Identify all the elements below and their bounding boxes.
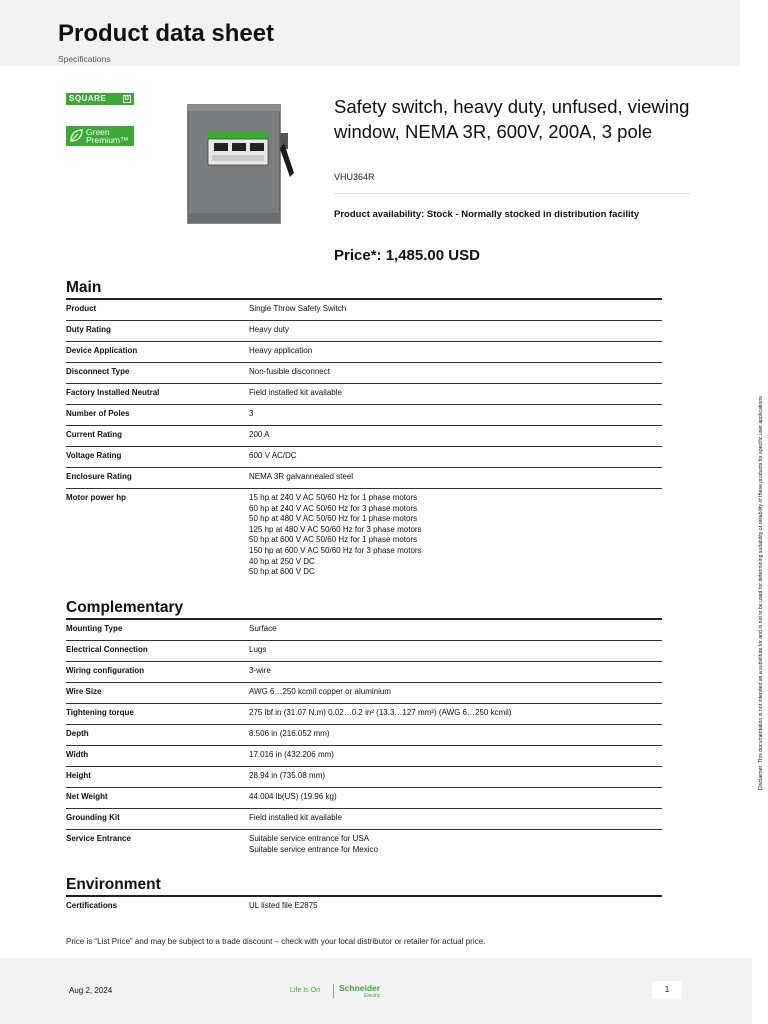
green-premium-logo xyxy=(66,126,134,146)
spec-value xyxy=(249,834,662,860)
life-is-on-tagline: Life Is On xyxy=(290,987,320,994)
leaf-icon xyxy=(70,129,83,142)
spec-value-line: Heavy duty xyxy=(249,325,290,334)
spec-value xyxy=(249,367,662,383)
table-row xyxy=(66,809,662,830)
divider xyxy=(334,193,690,194)
spec-label: Depth xyxy=(66,729,89,738)
document-title: Product data sheet xyxy=(58,20,275,47)
spec-label: Wire Size xyxy=(66,687,102,696)
spec-value xyxy=(249,325,662,341)
spec-label: Electrical Connection xyxy=(66,645,148,654)
table-row xyxy=(66,704,662,725)
spec-value-line: 40 hp at 250 V DC xyxy=(249,556,315,566)
spec-value-line: NEMA 3R galvannealed steel xyxy=(249,472,354,481)
spec-label: Mounting Type xyxy=(66,624,123,633)
spec-value-line: 200 A xyxy=(249,430,270,439)
page-footer xyxy=(0,958,752,1024)
spec-value-line: UL listed file E2875 xyxy=(249,901,318,910)
spec-label: Tightening torque xyxy=(66,708,134,717)
green-premium-text-1: Green xyxy=(86,127,110,137)
square-d-logo-text: SQUARE xyxy=(69,94,107,103)
spec-value xyxy=(249,750,662,766)
spec-value xyxy=(249,346,662,362)
table-row xyxy=(66,767,662,788)
spec-label: Duty Rating xyxy=(66,325,111,334)
disclaimer-vertical xyxy=(756,320,766,790)
spec-value-line: Suitable service entrance for USA xyxy=(249,834,370,843)
spec-value-line: Non-fusible disconnect xyxy=(249,367,330,376)
spec-value xyxy=(249,666,662,682)
product-price: Price*: 1,485.00 USD xyxy=(334,247,480,264)
spec-value xyxy=(249,771,662,787)
spec-value-line: Lugs xyxy=(249,645,267,654)
spec-value xyxy=(249,409,662,425)
spec-value xyxy=(249,729,662,745)
spec-value-line: 15 hp at 240 V AC 50/60 Hz for 1 phase motors xyxy=(249,493,418,502)
spec-value xyxy=(249,472,662,488)
spec-label: Service Entrance xyxy=(66,834,131,843)
spec-value-line: 3-wire xyxy=(249,666,271,675)
product-availability: Product availability: Stock - Normally stocked in distribution facility xyxy=(334,209,640,220)
spec-label: Number of Poles xyxy=(66,409,130,418)
spec-label: Enclosure Rating xyxy=(66,472,132,481)
section-title-environment: Environment xyxy=(66,876,161,893)
spec-value-line: 50 hp at 480 V AC 50/60 Hz for 1 phase motors xyxy=(249,514,418,524)
spec-label: Disconnect Type xyxy=(66,367,130,376)
table-row xyxy=(66,447,662,468)
table-row xyxy=(66,662,662,683)
table-row xyxy=(66,897,662,917)
section-title-complementary: Complementary xyxy=(66,599,184,616)
document-subtitle: Specifications xyxy=(58,54,111,64)
spec-value xyxy=(249,430,662,446)
spec-value-line: 600 V AC/DC xyxy=(249,451,297,460)
spec-table-main xyxy=(66,298,662,581)
spec-value xyxy=(249,645,662,661)
product-sku: VHU364R xyxy=(334,172,375,182)
spec-value xyxy=(249,493,662,581)
section-title-main: Main xyxy=(66,279,102,296)
price-note: Price is “List Price” and may be subject to a trade discount – check with your local distributor or retailer for actual price. xyxy=(66,937,486,946)
table-row xyxy=(66,384,662,405)
spec-value-line: 150 hp at 600 V AC 50/60 Hz for 3 phase motors xyxy=(249,545,422,555)
table-row xyxy=(66,426,662,447)
product-image xyxy=(186,103,296,225)
page-header xyxy=(0,0,740,66)
square-d-logo-mark: D xyxy=(124,96,130,102)
spec-value-line: Single Throw Safety Switch xyxy=(249,304,347,313)
spec-value-line: Heavy application xyxy=(249,346,313,355)
spec-value-line: 275 lbf.in (31.07 N.m) 0.02…0.2 in² (13.3…127 mm²) (AWG 6…250 kcmil) xyxy=(249,708,512,717)
table-row xyxy=(66,489,662,581)
table-row xyxy=(66,342,662,363)
spec-value xyxy=(249,451,662,467)
spec-value-line: AWG 6…250 kcmil copper or aluminium xyxy=(249,687,391,696)
spec-value-line: 28.94 in (735.08 mm) xyxy=(249,771,326,780)
spec-label: Current Rating xyxy=(66,430,122,439)
disclaimer-text: Disclaimer: This documentation is not intended as a substitute for and is not to be used for determining suitability or reliability of these products for specific user applications xyxy=(758,396,764,790)
table-row xyxy=(66,468,662,489)
spec-table-complementary xyxy=(66,618,662,860)
spec-label: Device Application xyxy=(66,346,138,355)
spec-value xyxy=(249,792,662,808)
spec-value-line: 125 hp at 480 V AC 50/60 Hz for 3 phase motors xyxy=(249,524,422,534)
logo-divider xyxy=(333,984,334,998)
spec-value-line: 60 hp at 240 V AC 50/60 Hz for 3 phase motors xyxy=(249,503,418,513)
spec-value-line: Field installed kit available xyxy=(249,813,342,822)
table-row xyxy=(66,641,662,662)
spec-value-line: 8.506 in (216.052 mm) xyxy=(249,729,330,738)
spec-value xyxy=(249,388,662,404)
schneider-electric-text: Electric xyxy=(364,993,381,999)
table-row xyxy=(66,300,662,321)
table-row xyxy=(66,620,662,641)
table-row xyxy=(66,725,662,746)
footer-date: Aug 2, 2024 xyxy=(69,986,113,995)
spec-value-line: 50 hp at 600 V AC 50/60 Hz for 1 phase motors xyxy=(249,535,418,545)
table-row xyxy=(66,788,662,809)
table-row xyxy=(66,363,662,384)
table-row xyxy=(66,321,662,342)
spec-label: Voltage Rating xyxy=(66,451,122,460)
spec-label: Grounding Kit xyxy=(66,813,120,822)
spec-label: Product xyxy=(66,304,97,313)
page-number: 1 xyxy=(652,981,682,999)
table-row xyxy=(66,746,662,767)
spec-value xyxy=(249,687,662,703)
spec-table-environment xyxy=(66,895,662,917)
spec-value xyxy=(249,624,662,640)
spec-value-line: Surface xyxy=(249,624,277,633)
table-row xyxy=(66,683,662,704)
spec-value xyxy=(249,813,662,829)
spec-label: Wiring configuration xyxy=(66,666,145,675)
spec-value xyxy=(249,304,662,320)
spec-label: Factory Installed Neutral xyxy=(66,388,160,397)
square-d-logo xyxy=(66,93,134,105)
spec-value-line: 17.016 in (432.206 mm) xyxy=(249,750,334,759)
spec-label: Net Weight xyxy=(66,792,108,801)
green-premium-text-2: Premium™ xyxy=(86,135,129,145)
schneider-logo-text: Schneider xyxy=(339,983,381,993)
table-row xyxy=(66,405,662,426)
spec-value-line: Field installed kit available xyxy=(249,388,342,397)
spec-value xyxy=(249,901,662,917)
table-row xyxy=(66,830,662,860)
spec-label: Width xyxy=(66,750,89,759)
spec-label: Height xyxy=(66,771,91,780)
spec-label: Certifications xyxy=(66,901,118,910)
spec-value-line: 50 hp at 600 V DC xyxy=(249,567,315,577)
spec-value xyxy=(249,708,662,724)
product-title: Safety switch, heavy duty, unfused, viewing window, NEMA 3R, 600V, 200A, 3 pole xyxy=(334,96,690,142)
spec-value-line: Suitable service entrance for Mexico xyxy=(249,844,378,854)
spec-label: Motor power hp xyxy=(66,493,126,502)
spec-value-line: 3 xyxy=(249,409,254,418)
spec-value-line: 44.004 lb(US) (19.96 kg) xyxy=(249,792,337,801)
